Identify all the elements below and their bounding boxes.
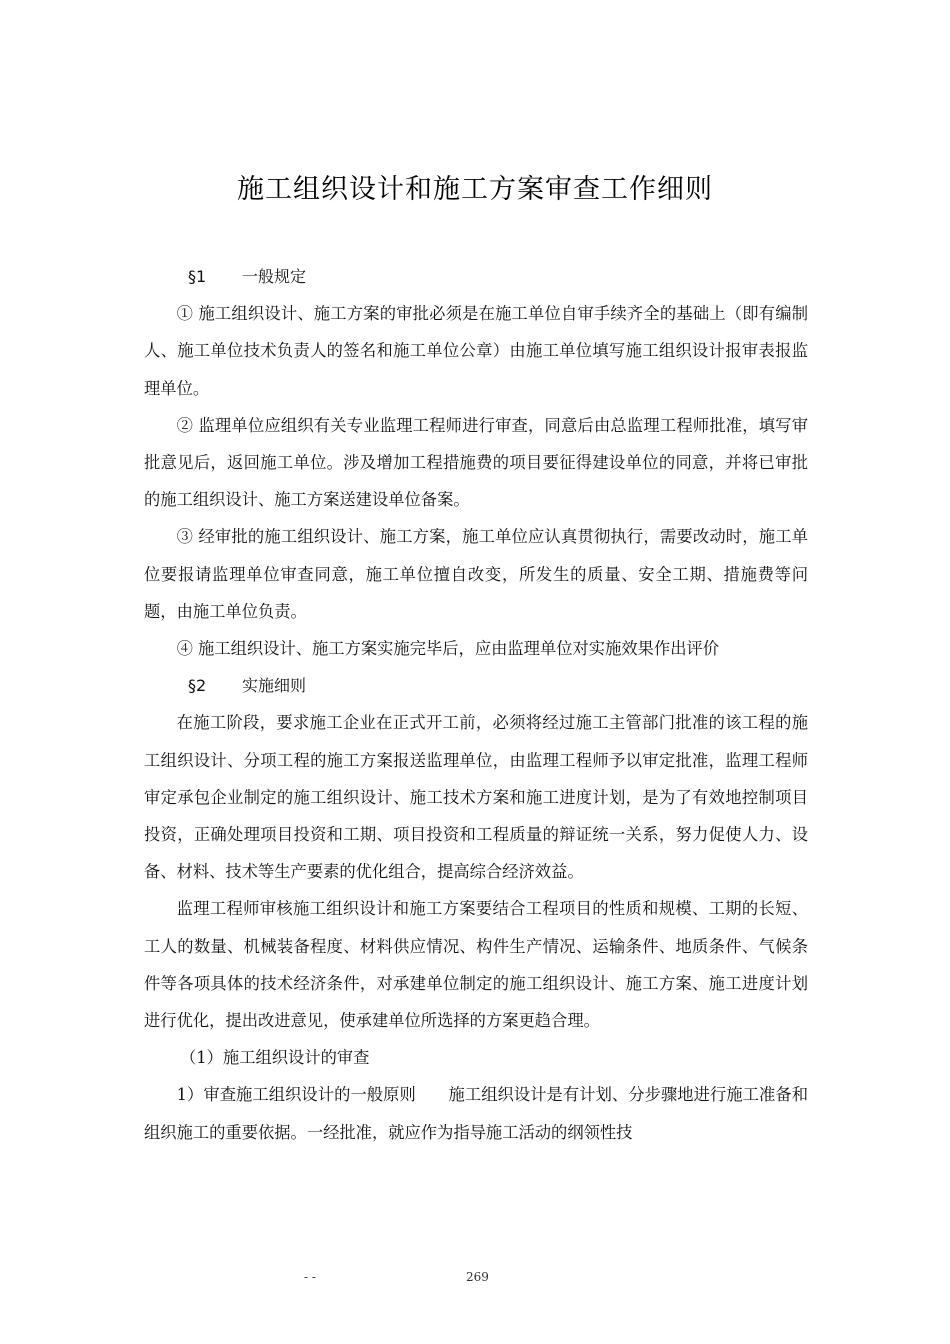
section-heading [144,667,808,704]
paragraph: 1）审查施工组织设计的一般原则 施工组织设计是有计划、分步骤地进行施工准备和组织施工的重要依据。一经批准，就应作为指导施工活动的纲领性技 [144,1085,808,1142]
section-number: §1 [188,267,207,286]
paragraph: 监理工程师审核施工组织设计和施工方案要结合工程项目的性质和规模、工期的长短、工人的数量、机械装备程度、材料供应情况、构件生产情况、运输条件、地质条件、气候条件等各项具体的技术经济条件，对承建单位制定的施工组织设计、施工方案、施工进度计划进行优化，提出改进意见，使承建单位所选择的方案更趋合理。 [144,899,808,1031]
paragraph: 在施工阶段，要求施工企业在正式开工前，必须将经过施工主管部门批准的该工程的施工组织设计、分项工程的施工方案报送监理单位，由监理工程师予以审定批准，监理工程师审定承包企业制定的施工组织设计、施工技术方案和施工进度计划，是为了有效地控制项目投资，正确处理项目投资和工期、项目投资和工程质量的辩证统一关系，努力促使人力、设备、材料、技术等生产要素的优化组合，提高综合经济效益。 [144,713,808,882]
paragraph: ① 施工组织设计、施工方案的审批必须是在施工单位自审手续齐全的基础上（即有编制人、施工单位技术负责人的签名和施工单位公章）由施工单位填写施工组织设计报审表报监理单位。 [144,304,808,398]
section-title: 实施细则 [242,676,307,696]
paragraph: ② 监理单位应组织有关专业监理工程师进行审查，同意后由总监理工程师批准，填写审批意见后，返回施工单位。涉及增加工程措施费的项目要征得建设单位的同意，并将已审批的施工组织设计、施工方案送建设单位备案。 [144,415,808,510]
section-heading [144,258,808,295]
document-body [144,258,808,1151]
subsection-heading: （1）施工组织设计的审查 [180,1048,370,1068]
paragraph: ③ 经审批的施工组织设计、施工方案，施工单位应认真贯彻执行，需要改动时，施工单位要报请监理单位审查同意，施工单位擅自改变，所发生的质量、安全工期、措施费等问题，由施工单位负责。 [144,527,808,621]
footer-dash: - - [304,1270,316,1284]
page-number: 269 [466,1270,489,1284]
section-number: §2 [188,676,207,696]
document-title: 施工组织设计和施工方案审查工作细则 [237,174,713,205]
paragraph: ④ 施工组织设计、施工方案实施完毕后，应由监理单位对实施效果作出评价 [176,639,720,659]
section-title: 一般规定 [242,267,307,286]
